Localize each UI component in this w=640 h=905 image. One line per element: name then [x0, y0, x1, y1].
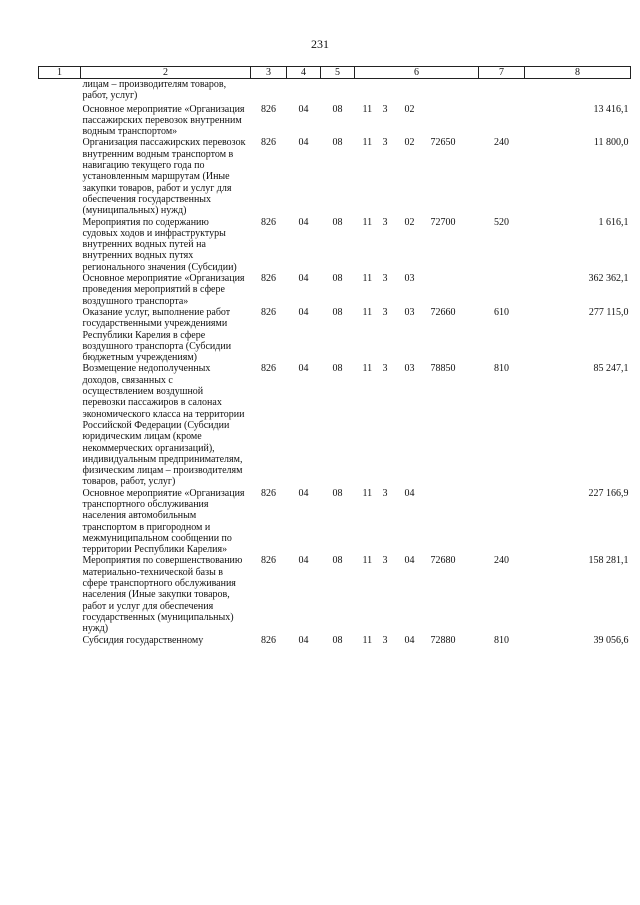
row-code-6-direction: 72680 [430, 555, 456, 567]
row-code-6-direction: 78850 [430, 363, 456, 375]
row-code-5: 08 [332, 555, 343, 567]
row-code-6 [355, 217, 479, 273]
col-header-4: 4 [287, 67, 321, 79]
row-amount: 11 800,0 [593, 137, 629, 149]
row-code-6-measure: 03 [404, 273, 415, 285]
row-code-4: 04 [298, 363, 309, 375]
row-code-6-measure: 02 [404, 137, 415, 149]
row-amount: 13 416,1 [593, 103, 629, 115]
row-name: Основное мероприятие «Организация проведения мероприятий в сфере воздушного транспорта» [82, 273, 245, 307]
row-code-6-subprogram: 3 [382, 555, 388, 567]
table-row [39, 104, 631, 138]
row-code-5: 08 [332, 103, 343, 115]
row-code-5: 08 [332, 273, 343, 285]
row-code-3: 826 [261, 363, 276, 375]
row-code-6 [355, 635, 479, 646]
row-code-7 [479, 488, 525, 556]
row-code-6-measure: 02 [404, 216, 415, 228]
row-code-4: 04 [298, 273, 309, 285]
row-code-6-measure: 02 [404, 103, 415, 115]
row-code-6-subprogram: 3 [382, 306, 388, 318]
row-code-6-measure: 04 [404, 555, 415, 567]
table-row [39, 363, 631, 487]
row-code-6-program: 11 [362, 306, 373, 318]
continuation-text: лицам – производителям товаров, работ, услуг) [82, 79, 227, 102]
row-name: Основное мероприятие «Организация транспортного обслуживания населения автомобильным транспортом в пригородном и межмуниципальном сообщении по территории Республики Карелия» [82, 487, 245, 556]
col-header-2: 2 [81, 67, 251, 79]
row-code-6-program: 11 [362, 487, 373, 499]
row-code-7 [479, 104, 525, 138]
col-header-5: 5 [321, 67, 355, 79]
col-header-6: 6 [355, 67, 479, 79]
budget-table [38, 66, 631, 646]
row-code-5: 08 [332, 363, 343, 375]
row-code-6-program: 11 [362, 273, 373, 285]
row-code-6-subprogram: 3 [382, 634, 388, 646]
row-code-5: 08 [332, 216, 343, 228]
table-row [39, 217, 631, 273]
row-code-5: 08 [332, 306, 343, 318]
header-row [39, 67, 631, 79]
page-number: 231 [311, 37, 329, 51]
row-code-3: 826 [261, 103, 276, 115]
row-code-6-program: 11 [362, 634, 373, 646]
row-code-5: 08 [332, 137, 343, 149]
row-code-7: 520 [494, 216, 509, 228]
col-header-3: 3 [251, 67, 287, 79]
row-code-6 [355, 137, 479, 216]
row-code-6 [355, 273, 479, 307]
continuation-row [39, 79, 631, 104]
row-code-3: 826 [261, 634, 276, 646]
row-code-7: 610 [494, 306, 509, 318]
row-code-6-direction: 72650 [430, 137, 456, 149]
row-code-6-direction [431, 488, 471, 499]
row-code-6-direction: 72700 [430, 216, 456, 228]
row-code-6-measure: 04 [404, 487, 415, 499]
row-amount: 277 115,0 [588, 306, 629, 318]
row-code-6-measure: 03 [404, 306, 415, 318]
row-name: Мероприятия по совершенствованию материально-технической базы в сфере транспортного обслуживания населения (Иные закупки товаров, работ и услуг для обеспечения государственных (муниципальных) нужд) [82, 555, 243, 635]
row-code-6 [355, 307, 479, 363]
row-code-6-subprogram: 3 [382, 137, 388, 149]
row-code-4: 04 [298, 487, 309, 499]
row-code-6 [355, 104, 479, 138]
table-row [39, 137, 631, 216]
row-code-6-subprogram: 3 [382, 103, 388, 115]
row-code-6 [355, 488, 479, 556]
row-code-6-subprogram: 3 [382, 363, 388, 375]
row-code-4: 04 [298, 103, 309, 115]
row-code-5: 08 [332, 487, 343, 499]
row-code-6-subprogram: 3 [382, 487, 388, 499]
row-code-4: 04 [298, 306, 309, 318]
row-code-4: 04 [298, 634, 309, 646]
row-name: Мероприятия по содержанию судовых ходов и инфраструктуры внутренних водных путей на внутренних водных путях регионального значения (Субсидии) [82, 216, 237, 273]
row-code-6-direction [431, 273, 471, 284]
row-code-7: 240 [494, 555, 509, 567]
row-code-4: 04 [298, 216, 309, 228]
row-code-6-direction [431, 104, 471, 115]
row-code-6 [355, 363, 479, 487]
row-code-6-measure: 04 [404, 634, 415, 646]
row-code-4: 04 [298, 555, 309, 567]
row-name: Возмещение недополученных доходов, связанных с осуществлением воздушной перевозки пассажиров в салонах экономического класса на территории Российской Федерации (Субсидии юридическим лицам (кроме некоммерческих организаций), индивидуальным предпринимателям, физическим лицам – производителям товаров, работ, услуг) [82, 363, 245, 488]
row-code-4: 04 [298, 137, 309, 149]
row-name: Организация пассажирских перевозок внутренним водным транспортом в навигацию текущего года по установленным маршрутам (Иные закупки товаров, работ и услуг для обеспечения государственных (муниципальных) нужд) [82, 137, 246, 217]
row-code-3: 826 [261, 555, 276, 567]
row-code-6-direction: 72880 [430, 634, 456, 646]
row-code-7: 810 [494, 634, 509, 646]
row-amount: 1 616,1 [598, 216, 629, 228]
col-header-1: 1 [39, 67, 81, 79]
row-amount: 39 056,6 [593, 634, 629, 646]
row-code-6-subprogram: 3 [382, 273, 388, 285]
table-row [39, 635, 631, 646]
row-code-3: 826 [261, 216, 276, 228]
row-code-6 [355, 555, 479, 634]
table-row [39, 555, 631, 634]
row-code-3: 826 [261, 306, 276, 318]
row-code-7 [479, 273, 525, 307]
row-code-6-program: 11 [362, 103, 373, 115]
table-row [39, 307, 631, 363]
row-code-7: 240 [494, 137, 509, 149]
row-amount: 362 362,1 [588, 273, 629, 285]
row-name: Субсидия государственному [82, 634, 204, 646]
row-code-5: 08 [332, 634, 343, 646]
row-amount: 85 247,1 [593, 363, 629, 375]
table-row [39, 273, 631, 307]
col-header-8: 8 [525, 67, 631, 79]
row-code-6-program: 11 [362, 363, 373, 375]
row-code-6-direction: 72660 [430, 306, 456, 318]
row-code-6-subprogram: 3 [382, 216, 388, 228]
row-name: Основное мероприятие «Организация пассажирских перевозок внутренним водным транспортом» [82, 103, 245, 138]
row-code-3: 826 [261, 273, 276, 285]
row-code-3: 826 [261, 487, 276, 499]
col-header-7: 7 [479, 67, 525, 79]
row-code-3: 826 [261, 137, 276, 149]
row-name: Оказание услуг, выполнение работ государственными учреждениями Республики Карелия в сфере воздушного транспорта (Субсидии бюджетным учреждениям) [82, 306, 232, 364]
row-code-6-program: 11 [362, 137, 373, 149]
table-row [39, 488, 631, 556]
row-code-6-measure: 03 [404, 363, 415, 375]
row-code-6-program: 11 [362, 216, 373, 228]
row-amount: 227 166,9 [588, 487, 629, 499]
row-code-6-program: 11 [362, 555, 373, 567]
row-amount: 158 281,1 [588, 555, 629, 567]
row-code-7: 810 [494, 363, 509, 375]
